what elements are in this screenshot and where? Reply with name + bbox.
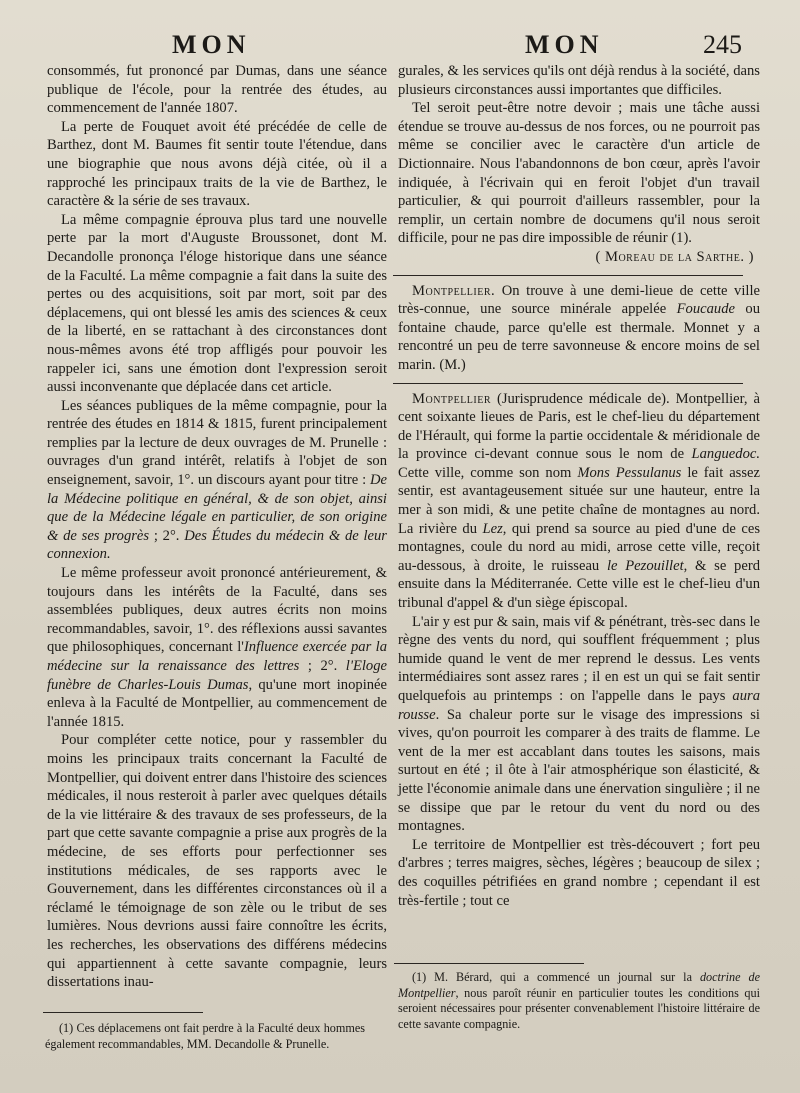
paragraph: Tel seroit peut-être notre devoir ; mais une tâche aussi étendue se trouve au-dessus de nos forces, ou ne pourroit pas même se concilier avec le caractère d'un article de Dictionnaire. Nous l'abandonnons de bon cœur, après l'avoir indiquée, à l'écrivain qui en feroit l'objet d'un travail particulier, & qui pourroit d'ailleurs rassembler, pour la remplir, un certain nombre de documens qu'il nous seroit difficile, pour ne pas dire impossible de réunir (1).	[398, 100, 760, 247]
italic-term: Foucaude	[676, 301, 735, 318]
paragraph: La perte de Fouquet avoit été précédée de celle de Barthez, dont M. Baumes fit sentir toute l'étendue, dans une biographie que nous avons déjà citée, où il a rapproché les principaux traits de la vie de Barthez, le caractère & la série de ses travaux.	[47, 118, 387, 210]
section-rule	[393, 383, 743, 384]
paragraph: Pour compléter cette notice, pour y rassembler du moins les principaux traits concernant la Faculté de Montpellier, qui doivent entrer dans l'histoire des sciences médicales, il nous resteroit à parler avec quelques détails de la vie littéraire & des travaux de ses professeurs, de la part que cette savante compagnie a prise aux progrès de la médecine, de ses efforts pour perfectionner ses institutions médicales, de ses rapports avec le Gouvernement, dans les différentes circonstances où il a réclamé le témoignage de son zèle ou le tribut de ses lumières. Nous devrions aussi faire connoître les écrits, les recherches, les observations des différens médecins qui appartiennent à cette savante compagnie, leurs dissertations inau-	[47, 732, 387, 991]
text-run: , qu'une mort inopinée enleva à la Faculté de Montpellier, au commencement de l'année 1815.	[47, 676, 387, 730]
text-run: ; 2°.	[299, 658, 346, 674]
signature-text: ( Moreau de la Sarthe. )	[595, 248, 754, 265]
dictionary-entry	[398, 390, 760, 613]
footnote-text: (1) Ces déplacemens ont fait perdre à la Faculté deux hommes également recommandables, MM. Decandolle & Prunelle.	[45, 1021, 365, 1051]
italic-title: l'Eloge funèbre de Charles-Louis Dumas	[47, 658, 387, 693]
italic-title: Influence exercée par la médecine sur la renaissance des lettres	[47, 639, 387, 674]
footnote-left	[45, 1012, 365, 1052]
paragraph	[398, 613, 760, 836]
text-run: Les séances publiques de la même compagnie, pour la rentrée des études en 1814 & 1815, furent principalement remplies par la lecture de deux ouvrages de M. Prunelle : ouvrages d'un grand intérêt, relatifs à l'objet de son enseignement, savoir, 1°. un discours ayant pour titre :	[47, 397, 387, 489]
paragraph: Le territoire de Montpellier est très-découvert ; fort peu d'arbres ; terres maigres, sèches, légères ; beaucoup de silex ; des coquilles pétrifiées en grand nombre ; cependant il est très-fertile ; tout ce	[398, 836, 760, 909]
section-rule	[393, 275, 743, 276]
text-run: , qui prend sa source au pied d'une de ces montagnes, coule du nord au midi, arrose cette ville, reçoit au-dessous, à droite, le ruisseau	[398, 520, 760, 574]
italic-term: Lez	[482, 520, 503, 537]
left-column	[47, 62, 387, 992]
paragraph	[47, 564, 387, 731]
header-right-title: MON	[525, 30, 604, 59]
right-column	[398, 62, 760, 910]
paragraph: La même compagnie éprouva plus tard une nouvelle perte par la mort d'Auguste Broussonet, dont M. Decandolle prononça l'éloge historique dans une séance de la Faculté. La même compagnie a fait dans la suite des pertes ou des acquisitions, soit par mort, soit par des déplacemens, qui ont blessé les amis des sciences & ceux de la liberté, en se rattachant à des circonstances dont nous-mêmes avons été trop affligés pour pouvoir les rappeler ici, sans une émotion dont l'expression seroit aussi inconvenante que déplacée dans cet article.	[47, 211, 387, 396]
italic-title: Des Études du médecin & de leur connexion.	[47, 527, 387, 563]
dictionary-entry	[398, 282, 760, 375]
text-run: ; 2°.	[149, 527, 185, 544]
text-run: L'air y est pur & sain, mais vif & pénétrant, très-sec dans le règne des vents du nord, qui soufflent fréquemment ; plus humide quand le vent de mer reprend le dessus. Les vents intermédiaires sont assez rares ; il en est un qui se fait sentir quelquefois au printemps : on l'appelle dans le pays	[398, 613, 760, 704]
text-run: , & se perd ensuite dans la Méditerranée. Cette ville est le chef-lieu d'un tribunal d'appel & d'un siège épiscopal.	[398, 557, 760, 612]
paragraph	[47, 397, 387, 564]
footnote-rule	[43, 1012, 203, 1013]
text-run: On trouve à une demi-lieue de cette ville très-connue, une source minérale appelée	[398, 282, 760, 318]
italic-title: De la Médecine politique en général, & de son objet, ainsi que de la Médecine légale en particulier, de son origine & de ses progrès	[47, 472, 387, 544]
text-run: Cette ville, comme son nom	[398, 464, 578, 481]
footnote-right	[398, 963, 760, 1032]
page-number: 245	[703, 30, 742, 59]
text-run: (1) M. Bérard, qui a commencé un journal sur la	[412, 970, 700, 984]
italic-term: doctrine de Montpellier	[398, 970, 761, 1000]
text-run: , nous paroît réunir en particulier toutes les conditions qui seroient nécessaires pour présenter convenablement l'histoire littéraire de cette savante compagnie.	[398, 985, 760, 1031]
footnote-text	[398, 970, 760, 1032]
footnote-rule	[394, 963, 584, 964]
italic-term: Mons Pessulanus	[577, 464, 682, 481]
paragraph: gurales, & les services qu'ils ont déjà rendus à la société, dans plusieurs circonstances aussi importantes que difficiles.	[398, 63, 760, 98]
italic-term: le Pezouillet	[606, 557, 684, 574]
entry-headword: Montpellier	[412, 390, 492, 407]
text-run: (Jurisprudence médicale de). Montpellier, à cent soixante lieues de Paris, est le chef-lieu du département de l'Hérault, qui forme la partie occidentale & méridionale de la province ci-devant connue sous le nom de	[398, 390, 760, 463]
text-run: Le même professeur avoit prononcé antérieurement, & toujours dans les intérêts de la Faculté, dans ses assemblées publiques, deux autres écrits non moins recommandables, savoir, 1°. des réflexions aussi savantes que philosophiques, concernant l'	[47, 565, 387, 656]
author-signature	[398, 248, 760, 267]
text-run: ou fontaine chaude, parce qu'elle est thermale. Monnet y a rencontré un peu de terre savonneuse & encore moins de sel marin. (M.)	[398, 301, 761, 373]
text-run: le fait assez sentir, est avantageusement située sur une hauteur, entre la mer à son midi, & une petite chaîne de montagnes au nord. La rivière du	[398, 464, 760, 537]
running-header	[0, 30, 800, 62]
text-run: . Sa chaleur porte sur le visage des impressions si vives, qu'on pourroit les comparer à des traits de flamme. Le vent de la mer est accablant dans toutes les saisons, mais surtout en été ; il ôte à l'air atmosphérique son élasticité, & jette l'économie animale dans une énervation singulière ; il ne se dissipe que par le retour du vent du nord ou des montagnes.	[398, 706, 760, 835]
header-left-title: MON	[172, 30, 251, 59]
entry-headword: Montpellier.	[412, 282, 496, 299]
italic-term: Languedoc.	[691, 446, 760, 463]
paragraph: consommés, fut prononcé par Dumas, dans une séance publique de l'école, pour la rentrée des études, au commencement de l'année 1807.	[47, 63, 387, 117]
italic-term: aura rousse	[398, 688, 760, 723]
